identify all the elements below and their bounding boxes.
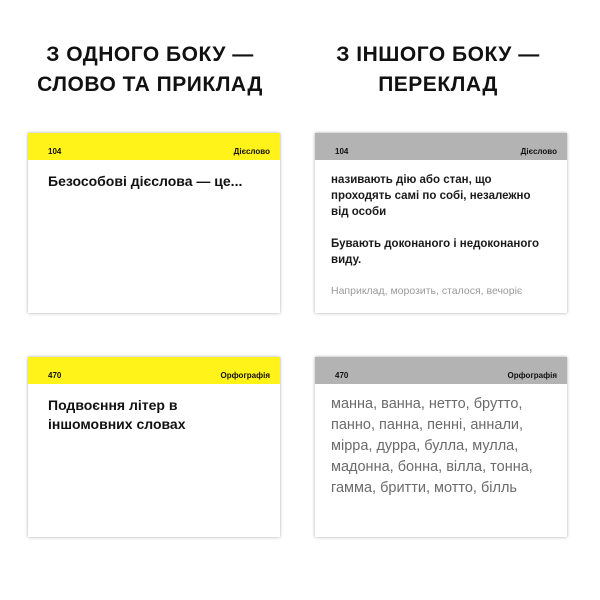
card-category: Орфографія: [507, 371, 557, 380]
front-side-heading: [0, 40, 300, 100]
definition-line: Бувають доконаного і недоконаного виду.: [331, 238, 540, 266]
card-header-bar: [28, 133, 280, 160]
flashcard-back-104: [315, 133, 567, 313]
card-term: Подвоєння літер в іншомовних словах: [48, 397, 186, 432]
back-side-heading: [288, 40, 588, 100]
heading-line-2: СЛОВО ТА ПРИКЛАД: [37, 73, 263, 96]
card-definition: [331, 172, 551, 268]
card-header-bar: [315, 357, 567, 384]
card-number: 104: [335, 147, 349, 156]
card-number: 470: [48, 371, 62, 380]
card-example: Наприклад, морозить, сталося, вечоріє: [331, 285, 523, 297]
card-header-bar: [28, 357, 280, 384]
heading-line-2: ПЕРЕКЛАД: [378, 73, 498, 96]
flashcard-front-104: [28, 133, 280, 313]
card-number: 470: [335, 371, 349, 380]
card-term: Безособові дієслова — це...: [48, 173, 243, 189]
card-category: Орфографія: [220, 371, 270, 380]
heading-line-1: З ІНШОГО БОКУ —: [336, 43, 540, 66]
card-number: 104: [48, 147, 62, 156]
card-header-bar: [315, 133, 567, 160]
heading-line-1: З ОДНОГО БОКУ —: [46, 43, 254, 66]
flashcard-back-470: [315, 357, 567, 537]
definition-line: називають дію або стан, що проходять самі по собі, незалежно від особи: [331, 174, 531, 218]
card-word-list: манна, ванна, нетто, брутто, панно, панна, пенні, аннали, мірра, дурра, булла, мулла, мадонна, бонна, вілла, тонна, гамма, бритти, мотто, білль: [331, 396, 533, 496]
card-category: Дієслово: [520, 147, 557, 156]
flashcard-front-470: [28, 357, 280, 537]
card-category: Дієслово: [233, 147, 270, 156]
